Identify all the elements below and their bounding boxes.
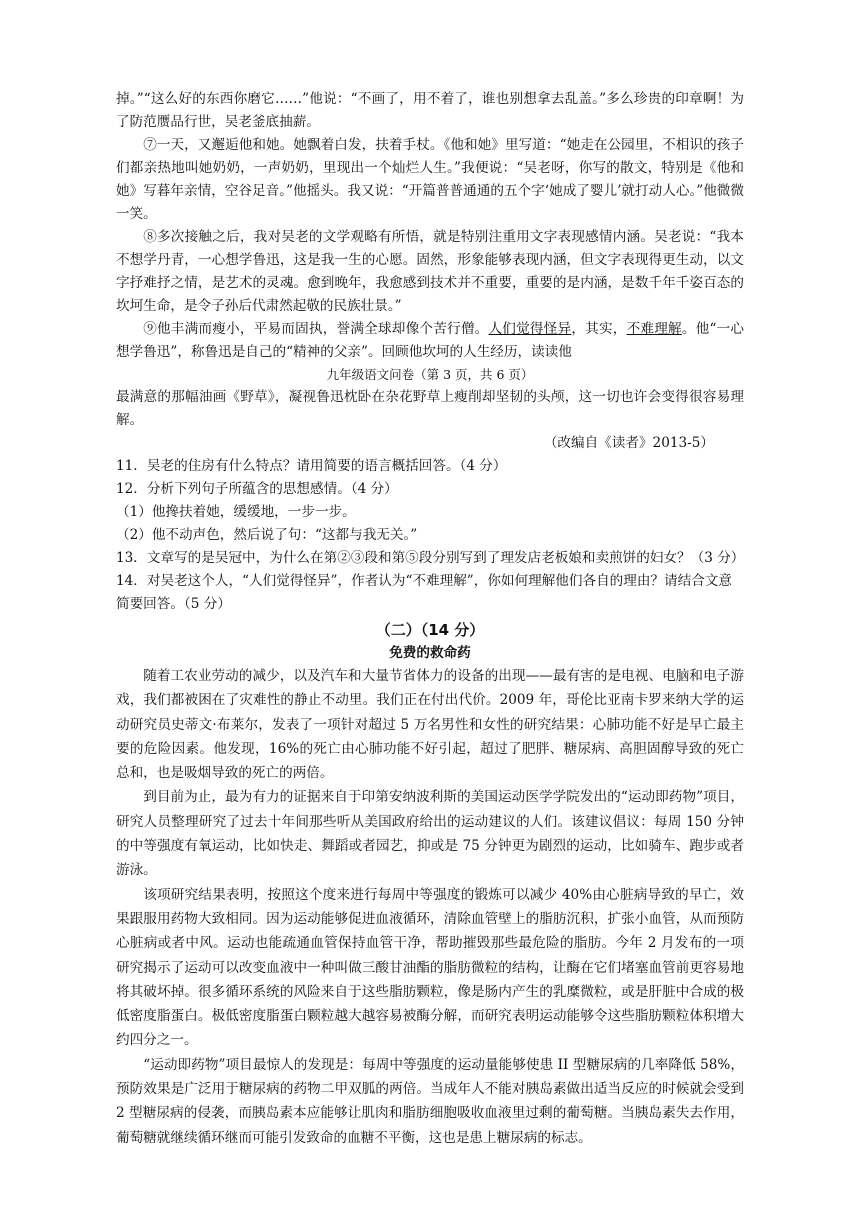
underlined-phrase-understandable: 不难理解 <box>626 321 682 337</box>
story-paragraph-9-end: 最满意的那幅油画《野草》，凝视鲁迅枕卧在杂花野草上瘦削却坚韧的头颅，这一切也许会变得很容易理解。 <box>116 389 744 428</box>
question-12-item-1: （1）他搀扶着她，缓缓地，一步一步。 <box>116 504 356 520</box>
section-heading: （二）（14 分） <box>375 621 485 639</box>
article-paragraph-4: “运动即药物”项目最惊人的发现是：每周中等强度的运动量能够使患 II 型糖尿病的几率降低 58%，预防效果是广泛用于糖尿病的药物二甲双胍的两倍。当成年人不能对胰岛素做出适当反应的时候就会受到 2 型糖尿病的侵袭，而胰岛素本应能够让肌肉和脂肪细胞吸收血液里过剩的葡萄糖。当胰岛素失去作用，葡萄糖就继续循环继而可能引发致命的血糖不平衡，这也是患上糖尿病的标志。 <box>116 1056 744 1146</box>
page-footer: 九年级语文问卷（第 3 页，共 6 页） <box>326 367 534 382</box>
underlined-phrase-strange: 人们觉得怪异 <box>488 321 572 337</box>
source-citation: （改编自《读者》2013-5） <box>543 435 714 451</box>
story-paragraph-9 <box>116 318 744 364</box>
question-13: 13．文章写的是吴冠中，为什么在第②③段和第⑤段分别写到了理发店老板娘和卖煎饼的妇女？（3 分） <box>116 550 745 566</box>
question-12: 12．分析下列句子所蕴含的思想感情。（4 分） <box>116 481 398 497</box>
article-paragraph-1: 随着工农业劳动的减少，以及汽车和大量节省体力的设备的出现——最有害的是电视、电脑和电子游戏，我们都被困在了灾难性的静止不动里。我们正在付出代价。2009 年，哥伦比亚南卡罗来纳大学的运动研究员史蒂文·布莱尔，发表了一项针对超过 5 万名男性和女性的研究结果：心肺功能不好是早亡最主要的危险因素。他发现，16%的死亡由心肺功能不好引起，超过了肥胖、糖尿病、高胆固醇导致的死亡总和，也是吸烟导致的死亡的两倍。 <box>116 668 744 782</box>
article-title: 免费的救命药 <box>389 645 471 661</box>
question-14: 14．对吴老这个人，“人们觉得怪异”，作者认为“不难理解”，你如何理解他们各自的理由？请结合文意简要回答。（5 分） <box>116 573 733 612</box>
story-paragraph-8: ⑧多次接触之后，我对吴老的文学观略有所悟，就是特别注重用文字表现感情内涵。吴老说：“我本不想学丹青，一心想学鲁迅，这是我一生的心愿。固然，形象能够表现内涵，但文字表现得更生动，以文字抒难抒之情，是艺术的灵魂。愈到晚年，我愈感到技术并不重要，重要的是内涵，是数千年千姿百态的坎坷生命，是令子孙后代肃然起敬的民族壮景。” <box>116 229 744 314</box>
paragraph-9-text-b: ，其实， <box>571 321 627 337</box>
exam-page <box>116 88 744 1150</box>
article-paragraph-2: 到目前为止，最为有力的证据来自于印第安纳波利斯的美国运动医学学院发出的“运动即药物”项目，研究人员整理研究了过去十年间那些听从美国政府给出的运动建议的人们。该建议倡议：每周 150 分钟的中等强度有氧运动，比如快走、舞蹈或者园艺，抑或是 75 分钟更为剧烈的运动，比如骑车、跑步或者游泳。 <box>116 789 744 879</box>
question-11: 11．吴老的住房有什么特点？请用简要的语言概括回答。（4 分） <box>116 458 507 474</box>
story-paragraph-6-end: 掉。”“这么好的东西你磨它……”他说：“不画了，用不着了，谁也别想拿去乱盖。”多么珍贵的印章啊！为了防范赝品行世，吴老釜底抽薪。 <box>116 91 744 130</box>
question-12-item-2: （2）他不动声色，然后说了句：“这都与我无关。” <box>116 527 418 543</box>
story-paragraph-7: ⑦一天，又邂逅他和她。她飘着白发，扶着手杖。《他和她》里写道：“她走在公园里，不相识的孩子们都亲热地叫她奶奶，一声奶奶，里现出一个灿烂人生。”我便说：“吴老呀，你写的散文，特别是《他和她》写暮年亲情，空谷足音。”他摇头。我又说：“开篇普普通通的五个字‘她成了婴儿’就打动人心。”他微微一笑。 <box>116 137 744 222</box>
paragraph-9-text-c: 。他“一心想学鲁迅”，称鲁迅是自己的“精神的父亲”。回顾他坎坷的人生经历，读读他 <box>116 321 745 360</box>
paragraph-9-text-a: ⑨他丰满而瘦小，平易而固执，誉满全球却像个苦行僧。 <box>143 321 489 337</box>
article-paragraph-3: 该项研究结果表明，按照这个度来进行每周中等强度的锻炼可以减少 40%由心脏病导致的早亡，效果跟服用药物大致相同。因为运动能够促进血液循环，清除血管壁上的脂肪沉积，扩张小血管，从而预防心脏病或者中风。运动也能疏通血管保持血管干净，帮助摧毁那些最危险的脂肪。今年 2 月发布的一项研究揭示了运动可以改变血液中一种叫做三酸甘油酯的脂肪微粒的结构，让酶在它们堵塞血管前更容易地将其破坏掉。很多循环系统的风险来自于这些脂肪颗粒，像是肠内产生的乳糜微粒，或是肝脏中合成的极低密度脂蛋白。极低密度脂蛋白颗粒越大越容易被酶分解，而研究表明运动能够令这些脂肪颗粒体积增大约四分之一。 <box>116 886 744 1049</box>
